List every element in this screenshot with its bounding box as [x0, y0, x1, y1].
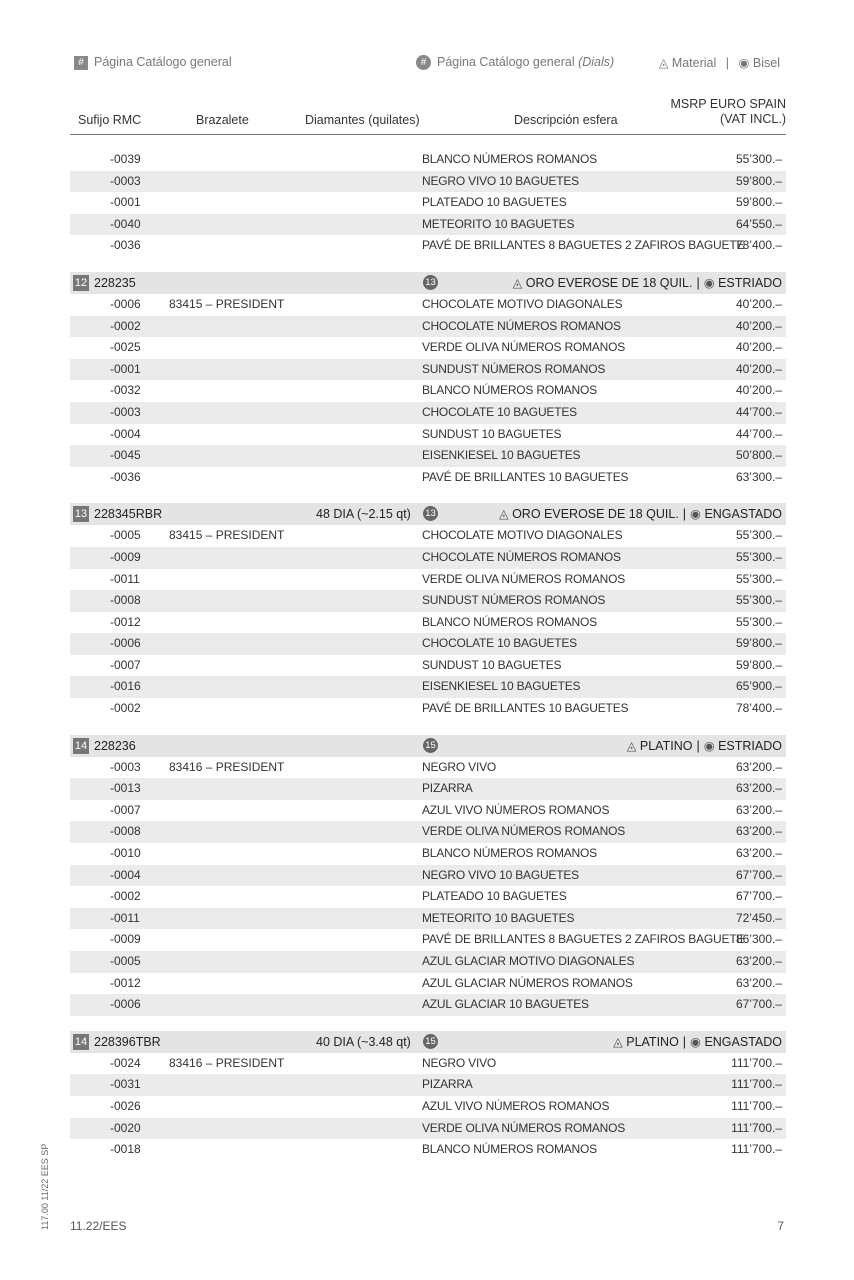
dial-description: BLANCO NÚMEROS ROMANOS — [422, 1142, 597, 1157]
table-row — [70, 908, 786, 930]
table-row — [70, 590, 786, 612]
rmc-suffix: -0012 — [110, 614, 141, 629]
price: 78’400.– — [735, 238, 782, 253]
model-section — [70, 149, 786, 257]
rmc-suffix: -0020 — [110, 1120, 141, 1135]
dial-description: NEGRO VIVO — [422, 1055, 497, 1070]
model-reference: 228236 — [94, 738, 136, 753]
rmc-suffix: -0012 — [110, 975, 141, 990]
bracelet: 83416 – PRESIDENT — [169, 759, 285, 774]
model-header — [70, 272, 786, 294]
table-row — [70, 235, 786, 257]
price: 63’200.– — [735, 954, 782, 968]
rmc-suffix: -0016 — [110, 679, 141, 694]
price: 111’700.– — [731, 1098, 782, 1113]
table-row — [70, 294, 786, 316]
price: 63’200.– — [735, 824, 782, 839]
table-row — [70, 757, 786, 779]
price: 65’900.– — [735, 679, 782, 694]
separator: | — [696, 738, 700, 753]
price: 55’300.– — [735, 528, 782, 543]
col-bracelet: Brazalete — [196, 113, 249, 127]
col-dial-description: Descripción esfera — [514, 113, 618, 127]
price: 67’700.– — [735, 997, 782, 1012]
rmc-suffix: -0036 — [110, 238, 141, 253]
price: 50’800.– — [735, 448, 782, 463]
dials-page-badge: 13 — [423, 506, 438, 521]
table-row — [70, 192, 786, 214]
model-reference: 228235 — [94, 275, 136, 290]
rmc-suffix: -0040 — [110, 216, 141, 231]
table-row — [70, 865, 786, 887]
catalog-page-badge: 13 — [74, 508, 88, 521]
dial-description: PAVÉ DE BRILLANTES 8 BAGUETES 2 ZAFIROS BAGUETE — [422, 238, 745, 253]
price: 111’700.– — [731, 1077, 782, 1092]
rmc-suffix: -0003 — [110, 173, 141, 188]
material-triangle-icon: ◬ — [512, 275, 526, 290]
dial-description: AZUL GLACIAR NÚMEROS ROMANOS — [422, 975, 633, 990]
rmc-suffix: -0011 — [110, 571, 140, 586]
rmc-suffix: -0009 — [110, 932, 141, 947]
side-code: 117.00 11/22 EES SP — [40, 1143, 50, 1230]
dial-description: PAVÉ DE BRILLANTES 10 BAGUETES — [422, 701, 629, 716]
price: 40’200.– — [735, 296, 782, 311]
price: 63’200.– — [735, 975, 782, 990]
col-diamonds: Diamantes (quilates) — [305, 113, 420, 127]
legend-dials-page — [416, 55, 614, 70]
legend — [74, 55, 780, 75]
bezel-name: ESTRIADO — [718, 275, 782, 290]
material-bezel-info — [499, 503, 782, 525]
rmc-suffix: -0006 — [110, 997, 141, 1012]
legend-catalog-page — [74, 55, 232, 70]
legend-dials-suffix: (Dials) — [578, 55, 615, 69]
price: 78’400.– — [735, 701, 782, 716]
rmc-suffix: -0018 — [110, 1142, 141, 1157]
column-header — [70, 96, 786, 135]
material-bezel-info — [513, 272, 782, 294]
page-number: 7 — [777, 1219, 784, 1233]
model-section — [70, 735, 786, 1016]
material-bezel-info — [627, 735, 782, 757]
dial-description: NEGRO VIVO 10 BAGUETES — [422, 173, 579, 188]
legend-catalog-label: Página Catálogo general — [94, 55, 232, 69]
rmc-suffix: -0006 — [110, 636, 141, 651]
dial-description: CHOCOLATE 10 BAGUETES — [422, 404, 577, 419]
bracelet: 83416 – PRESIDENT — [169, 1055, 285, 1070]
rmc-suffix: -0002 — [110, 701, 141, 716]
dial-description: CHOCOLATE NÚMEROS ROMANOS — [422, 318, 621, 333]
dial-description: CHOCOLATE 10 BAGUETES — [422, 636, 577, 651]
col-price — [670, 97, 786, 127]
material-name: ORO EVEROSE DE 18 QUIL. — [512, 507, 679, 522]
rmc-suffix: -0003 — [110, 404, 141, 419]
bezel-circle-icon: ◉ — [690, 1034, 705, 1049]
dial-description: CHOCOLATE MOTIVO DIAGONALES — [422, 528, 623, 543]
price: 55’300.– — [735, 571, 782, 586]
bezel-name: ESTRIADO — [718, 738, 782, 753]
dials-page-badge: 15 — [423, 738, 438, 753]
catalog-page-badge: 12 — [74, 276, 88, 289]
price: 63’200.– — [735, 781, 782, 796]
rmc-suffix: -0039 — [110, 152, 141, 166]
dial-description: PAVÉ DE BRILLANTES 8 BAGUETES 2 ZAFIROS BAGUETE — [422, 932, 745, 947]
separator: | — [696, 275, 700, 290]
model-section — [70, 1031, 786, 1161]
dial-description: BLANCO NÚMEROS ROMANOS — [422, 614, 597, 629]
dial-description: PLATEADO 10 BAGUETES — [422, 889, 567, 904]
material-name: ORO EVEROSE DE 18 QUIL. — [525, 275, 693, 290]
rmc-suffix: -0004 — [110, 867, 141, 882]
dial-description: AZUL VIVO NÚMEROS ROMANOS — [422, 802, 610, 817]
rmc-suffix: -0007 — [110, 657, 141, 672]
price: 59’800.– — [735, 173, 782, 188]
table-row — [70, 929, 786, 951]
model-reference: 228345RBR — [94, 507, 163, 522]
dial-description: EISENKIESEL 10 BAGUETES — [422, 679, 581, 694]
dial-description: BLANCO NÚMEROS ROMANOS — [422, 152, 597, 166]
legend-material-bezel — [659, 55, 780, 70]
bezel-name: ENGASTADO — [704, 507, 782, 522]
footer-edition: 11.22/EES — [70, 1219, 127, 1233]
price: 44’700.– — [735, 426, 782, 441]
price: 72’450.– — [735, 910, 782, 925]
material-triangle-icon: ◬ — [613, 1034, 627, 1049]
rmc-suffix: -0005 — [110, 528, 141, 543]
table-row — [70, 569, 786, 591]
table-row — [70, 1053, 786, 1075]
table-row — [70, 800, 786, 822]
dials-page-icon: # — [416, 55, 431, 70]
rmc-suffix: -0011 — [110, 910, 140, 925]
price: 111’700.– — [731, 1142, 782, 1157]
table-row — [70, 1118, 786, 1140]
table-row — [70, 778, 786, 800]
price: 67’700.– — [735, 889, 782, 904]
model-diamonds: 40 DIA (~3.48 qt) — [316, 1034, 411, 1049]
table-row — [70, 424, 786, 446]
price: 55’300.– — [735, 549, 782, 564]
table-row — [70, 547, 786, 569]
model-header — [70, 735, 786, 757]
dial-description: AZUL GLACIAR 10 BAGUETES — [422, 997, 589, 1012]
bezel-circle-icon: ◉ — [690, 507, 705, 522]
dials-page-badge: 13 — [423, 275, 438, 290]
dial-description: METEORITO 10 BAGUETES — [422, 216, 575, 231]
table-row — [70, 1139, 786, 1161]
bezel-circle-icon: ◉ — [703, 738, 719, 753]
material-triangle-icon: ◬ — [658, 56, 669, 70]
dial-description: SUNDUST 10 BAGUETES — [422, 657, 562, 672]
rmc-suffix: -0024 — [110, 1055, 141, 1070]
bezel-name: ENGASTADO — [704, 1034, 782, 1049]
col-price-line2: (VAT INCL.) — [720, 112, 786, 126]
price: 55’300.– — [735, 152, 782, 166]
table-row — [70, 951, 786, 973]
rmc-suffix: -0013 — [110, 781, 141, 796]
legend-material-label: Material — [671, 56, 717, 70]
table-row — [70, 149, 786, 171]
model-reference: 228396TBR — [94, 1034, 161, 1049]
price: 63’300.– — [735, 469, 782, 484]
table-row — [70, 525, 786, 547]
rmc-suffix: -0004 — [110, 426, 141, 441]
bracelet: 83415 – PRESIDENT — [169, 528, 285, 543]
price: 55’300.– — [735, 614, 782, 629]
rmc-suffix: -0001 — [110, 361, 141, 376]
dial-description: SUNDUST NÚMEROS ROMANOS — [422, 593, 606, 608]
model-section — [70, 272, 786, 488]
table-row — [70, 316, 786, 338]
rmc-suffix: -0007 — [110, 802, 141, 817]
rmc-suffix: -0009 — [110, 549, 141, 564]
dial-description: VERDE OLIVA NÚMEROS ROMANOS — [422, 1120, 626, 1135]
price: 59’800.– — [735, 657, 782, 672]
dial-description: CHOCOLATE NÚMEROS ROMANOS — [422, 549, 621, 564]
table-row — [70, 1074, 786, 1096]
table-row — [70, 655, 786, 677]
rmc-suffix: -0031 — [110, 1077, 141, 1092]
table-row — [70, 633, 786, 655]
price: 40’200.– — [735, 383, 782, 398]
rmc-suffix: -0002 — [110, 889, 141, 904]
rmc-suffix: -0032 — [110, 383, 141, 398]
separator: | — [682, 1034, 687, 1049]
dial-description: NEGRO VIVO 10 BAGUETES — [422, 867, 579, 882]
price: 67’700.– — [735, 867, 782, 882]
price: 64’550.– — [735, 216, 782, 231]
table-row — [70, 698, 786, 720]
price: 111’700.– — [731, 1120, 782, 1135]
dial-description: AZUL VIVO NÚMEROS ROMANOS — [422, 1098, 610, 1113]
rmc-suffix: -0008 — [110, 593, 141, 608]
catalog-page-badge: 14 — [74, 1035, 88, 1048]
table-row — [70, 612, 786, 634]
price: 44’700.– — [735, 404, 782, 419]
table-row — [70, 445, 786, 467]
price-table — [70, 149, 786, 1176]
col-suffix: Sufijo RMC — [78, 113, 142, 127]
table-row — [70, 171, 786, 193]
dial-description: VERDE OLIVA NÚMEROS ROMANOS — [422, 571, 626, 586]
dial-description: SUNDUST NÚMEROS ROMANOS — [422, 361, 606, 376]
dial-description: VERDE OLIVA NÚMEROS ROMANOS — [422, 340, 626, 355]
dial-description: METEORITO 10 BAGUETES — [422, 910, 575, 925]
dial-description: PIZARRA — [422, 781, 473, 796]
table-row — [70, 402, 786, 424]
price: 59’800.– — [735, 195, 782, 210]
price: 59’800.– — [735, 636, 782, 651]
rmc-suffix: -0036 — [110, 469, 141, 484]
table-row — [70, 843, 786, 865]
model-section — [70, 503, 786, 719]
dial-description: NEGRO VIVO — [422, 759, 497, 774]
col-price-line1: MSRP EURO SPAIN — [670, 97, 786, 111]
rmc-suffix: -0003 — [110, 759, 141, 774]
table-row — [70, 380, 786, 402]
price: 86’300.– — [735, 932, 782, 947]
model-header — [70, 1031, 786, 1053]
legend-dials-label: Página Catálogo general — [437, 55, 575, 69]
dial-description: SUNDUST 10 BAGUETES — [422, 426, 562, 441]
table-row — [70, 1096, 786, 1118]
material-name: PLATINO — [639, 738, 693, 753]
table-row — [70, 973, 786, 995]
rmc-suffix: -0025 — [110, 340, 141, 355]
separator: | — [682, 507, 687, 522]
rmc-suffix: -0045 — [110, 448, 141, 463]
model-diamonds: 48 DIA (~2.15 qt) — [316, 507, 411, 522]
catalog-page-badge: 14 — [74, 739, 88, 752]
material-bezel-info — [613, 1031, 782, 1053]
rmc-suffix: -0006 — [110, 296, 141, 311]
price: 63’200.– — [735, 846, 782, 861]
bezel-circle-icon: ◉ — [703, 275, 719, 290]
table-row — [70, 821, 786, 843]
price: 111’700.– — [731, 1055, 782, 1070]
table-row — [70, 886, 786, 908]
table-row — [70, 467, 786, 489]
price: 40’200.– — [735, 361, 782, 376]
dial-description: PAVÉ DE BRILLANTES 10 BAGUETES — [422, 469, 629, 484]
table-row — [70, 337, 786, 359]
price: 40’200.– — [735, 340, 782, 355]
table-row — [70, 214, 786, 236]
price: 55’300.– — [735, 593, 782, 608]
material-triangle-icon: ◬ — [626, 738, 640, 753]
legend-bezel-label: Bisel — [752, 56, 780, 70]
model-header — [70, 503, 786, 525]
legend-separator: | — [725, 56, 730, 70]
dial-description: BLANCO NÚMEROS ROMANOS — [422, 383, 597, 398]
dial-description: BLANCO NÚMEROS ROMANOS — [422, 846, 597, 861]
rmc-suffix: -0010 — [110, 846, 141, 861]
bracelet: 83415 – PRESIDENT — [169, 296, 285, 311]
dial-description: CHOCOLATE MOTIVO DIAGONALES — [422, 296, 623, 311]
table-row — [70, 676, 786, 698]
price: 63’200.– — [735, 802, 782, 817]
rmc-suffix: -0026 — [110, 1098, 141, 1113]
rmc-suffix: -0002 — [110, 318, 141, 333]
rmc-suffix: -0001 — [110, 195, 141, 210]
bezel-circle-icon: ◉ — [738, 56, 750, 70]
price: 40’200.– — [735, 318, 782, 333]
dial-description: EISENKIESEL 10 BAGUETES — [422, 448, 581, 463]
dial-description: PIZARRA — [422, 1077, 473, 1092]
price: 63’200.– — [735, 759, 782, 774]
dial-description: VERDE OLIVA NÚMEROS ROMANOS — [422, 824, 626, 839]
catalog-page-icon: # — [74, 56, 88, 70]
dial-description: AZUL GLACIAR MOTIVO DIAGONALES — [422, 954, 635, 968]
table-row — [70, 994, 786, 1016]
table-row — [70, 359, 786, 381]
dial-description: PLATEADO 10 BAGUETES — [422, 195, 567, 210]
dials-page-badge: 15 — [423, 1034, 438, 1049]
rmc-suffix: -0008 — [110, 824, 141, 839]
material-name: PLATINO — [626, 1034, 679, 1049]
material-triangle-icon: ◬ — [498, 507, 513, 522]
rmc-suffix: -0005 — [110, 954, 141, 968]
